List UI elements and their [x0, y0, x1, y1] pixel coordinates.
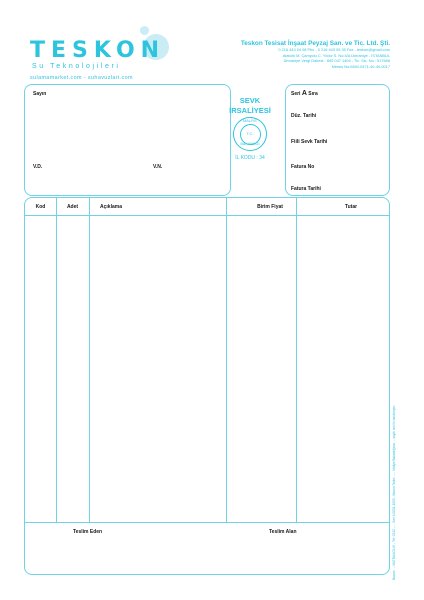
table-footer-divider — [25, 522, 389, 523]
seri-label — [291, 90, 318, 97]
seri-letter: A — [301, 90, 307, 97]
stamp-mid-text: T.C. — [246, 131, 254, 136]
fatura-tarihi-label: Fatura Tarihi — [291, 186, 321, 192]
stamp-top-text: MALİYE — [243, 119, 257, 123]
col-tutar: Tutar — [344, 204, 358, 210]
logo-bubble-small — [140, 26, 149, 35]
col-aciklama: Açıklama — [100, 204, 122, 210]
sira-label: Sıra — [308, 91, 318, 97]
col-divider-4 — [296, 198, 297, 522]
teskon-logo — [30, 32, 170, 82]
logo-subtitle: Su Teknolojileri — [32, 63, 121, 70]
duz-tarihi-label: Düz. Tarihi — [291, 113, 317, 119]
company-info — [190, 40, 390, 69]
col-adet: Adet — [66, 204, 79, 210]
company-mersis-line: Mersis No:0840-0471-40-40-0017 — [331, 63, 390, 69]
customer-box — [24, 84, 231, 196]
vn-label: V.N. — [153, 164, 163, 170]
stamp-bottom-text: BAKANLIĞI — [240, 142, 260, 146]
maliye-stamp — [233, 117, 267, 151]
fatura-no-label: Fatura No — [291, 164, 315, 170]
teslim-alan-label: Teslim Alan — [269, 529, 297, 535]
vd-label: V.D. — [33, 164, 43, 170]
fiili-sevk-label: Fiili Sevk Tarihi — [291, 139, 328, 145]
document-title-irsaliye: İRSALİYESİ — [229, 106, 271, 115]
col-divider-2 — [89, 198, 90, 522]
company-tax-line: Ümraniye Vergi Dairesi - 840 047 1404 - Tic. Sic. No.: 517666 — [283, 58, 390, 64]
seri-prefix: Seri — [291, 91, 301, 97]
teslim-eden-label: Teslim Eden — [73, 529, 103, 535]
document-info-box — [285, 84, 390, 196]
col-divider-1 — [56, 198, 57, 522]
company-contact-line: 0 216 443 04 08 Pbx - 0 216 443 05 35 Fax - teskon@gmail.com — [278, 47, 390, 52]
sayin-label: Sayın — [33, 91, 47, 97]
col-divider-3 — [226, 198, 227, 522]
company-address-line: Atatürk M. Çamyolu C. Yıldız S. No:4/A Ümraniye - İSTANBUL — [282, 52, 390, 58]
col-kod: Kod — [35, 204, 46, 210]
company-name: Teskon Tesisat İnşaat Peyzaj San. ve Tic. Ltd. Şti. — [240, 40, 390, 47]
il-kodu: İL KODU : 34 — [235, 155, 265, 161]
document-title-sevk: SEVK — [239, 96, 261, 105]
items-table: Kod Adet Açıklama Birim Fiyat Tutar Teslim Eden Teslim Alan — [24, 197, 390, 575]
logo-wordmark: TESKON — [30, 38, 166, 63]
logo-websites: sulamamarket.com - suhavuzlari.com — [30, 75, 133, 81]
printer-info-vertical: Basım: ... MATBAACILIK - Tel: 0212 ... - Seri A 0001-1000 - Basım Tarihi: ... - Maliye Bakanlığının ... sayılı izni ile basılmıştır. — [392, 404, 396, 580]
